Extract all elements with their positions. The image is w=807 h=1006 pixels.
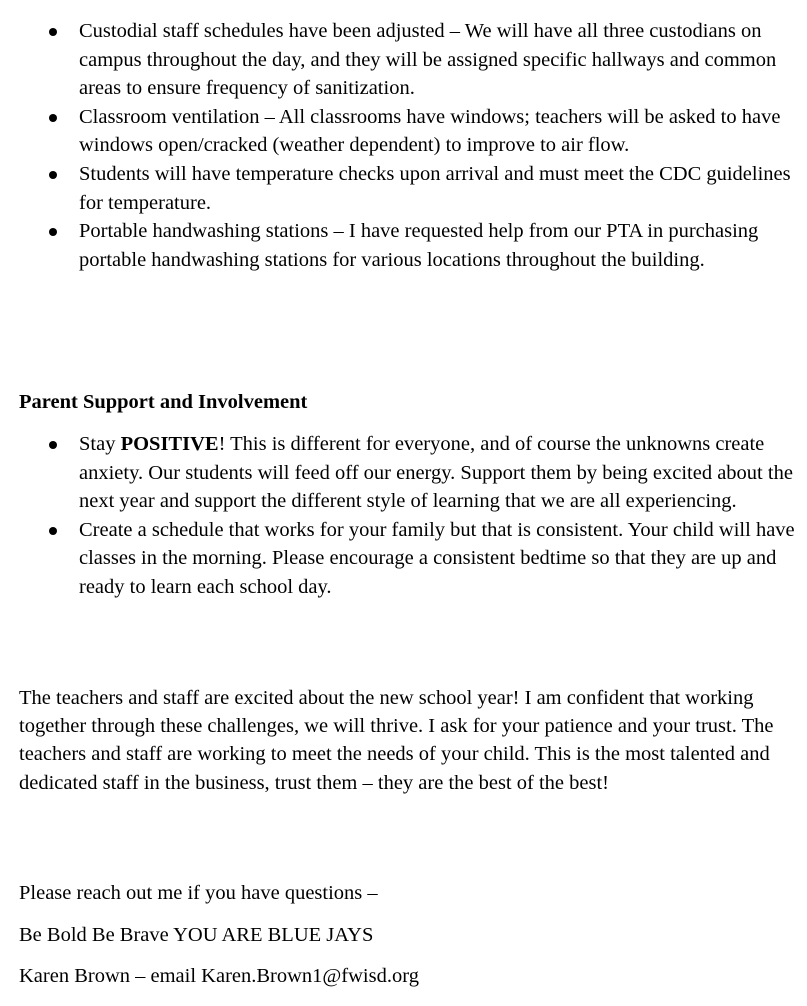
list-item-text: Classroom ventilation – All classrooms have windows; teachers will be asked to have windows open/cracked (weather dependent) to improve to air flow. — [79, 105, 781, 157]
list-item-text: Portable handwashing stations – I have requested help from our PTA in purchasing portable handwashing stations for various locations throughout the building. — [79, 220, 759, 271]
list-item-text: ! This is different for everyone, and of course the unknowns create anxiety. Our students will feed off our energy. Support them by being excited about the next year and support the different style of learning that we are all experiencing. — [79, 433, 793, 513]
list-item-custodial — [0, 17, 800, 103]
bullet-icon — [49, 527, 57, 535]
safety-measures-list — [0, 17, 800, 274]
bullet-icon — [49, 441, 57, 449]
list-item-text: Create a schedule that works for your family but that is consistent. Your child will have classes in the morning. Please encourage a consistent bedtime so that they are up and ready to learn each school day. — [79, 518, 795, 598]
list-item-schedule — [0, 516, 800, 602]
bullet-icon — [49, 228, 57, 236]
section-heading: Parent Support and Involvement — [19, 391, 308, 413]
list-item-prefix: Stay — [79, 433, 121, 455]
list-item-handwashing — [0, 217, 800, 274]
list-item-temperature — [0, 160, 800, 217]
motto-line: Be Bold Be Brave YOU ARE BLUE JAYS — [19, 924, 374, 946]
list-item-text: Custodial staff schedules have been adjusted – We will have all three custodians on campus throughout the day, and they will be assigned specific hallways and common areas to ensure frequency of sanitization. — [79, 20, 777, 100]
contact-line: Karen Brown – email Karen.Brown1@fwisd.org — [19, 965, 419, 987]
parent-support-list — [0, 430, 800, 602]
list-item-ventilation — [0, 103, 800, 160]
closing-paragraph: The teachers and staff are excited about the new school year! I am confident that working together through these challenges, we will thrive. I ask for your patience and your trust. The teachers and staff are working to meet the needs of your child. This is the most talented and dedicated staff in the business, trust them – they are the best of the best! — [19, 687, 774, 794]
list-item-text: Students will have temperature checks upon arrival and must meet the CDC guidelines for temperature. — [79, 162, 791, 214]
reach-out-line: Please reach out me if you have questions – — [19, 882, 378, 904]
list-item-stay-positive — [0, 430, 800, 516]
emphasis-text: POSITIVE — [120, 433, 219, 455]
bullet-icon — [49, 28, 57, 36]
bullet-icon — [49, 114, 57, 122]
bullet-icon — [49, 171, 57, 179]
